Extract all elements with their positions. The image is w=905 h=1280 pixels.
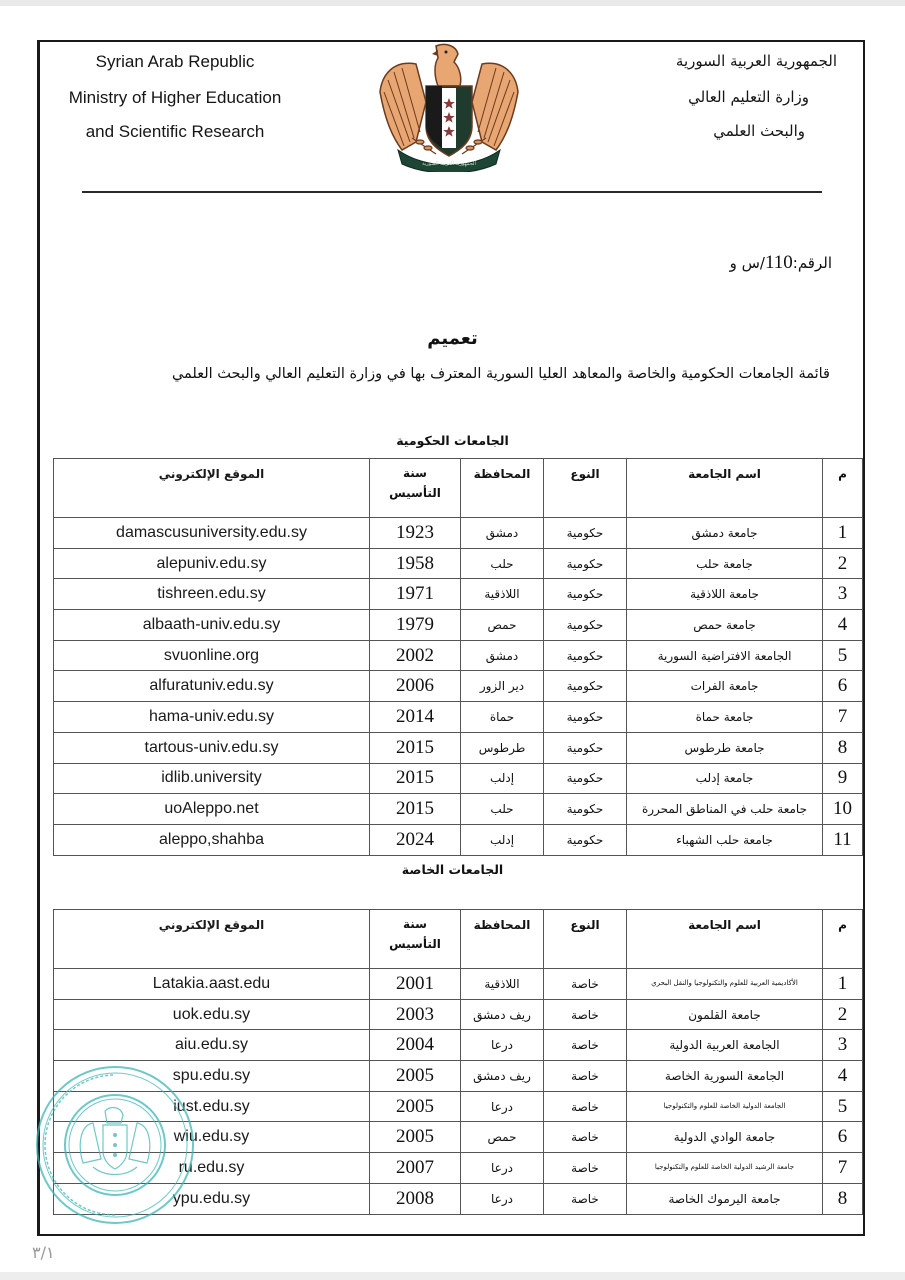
university-type: حكومية — [544, 610, 627, 641]
row-number: 11 — [823, 824, 863, 855]
row-number: 4 — [823, 1061, 863, 1092]
founding-year: 2008 — [370, 1183, 461, 1214]
reference-label: الرقم: — [792, 254, 832, 272]
governorate: حلب — [461, 548, 544, 579]
founding-year: 2003 — [370, 999, 461, 1030]
university-name: جامعة حماة — [627, 702, 823, 733]
row-number: 1 — [823, 969, 863, 1000]
website: ru.edu.sy — [54, 1153, 370, 1184]
website: Latakia.aast.edu — [54, 969, 370, 1000]
founding-year: 2015 — [370, 732, 461, 763]
governorate: حمص — [461, 610, 544, 641]
document-subtitle: قائمة الجامعات الحكومية والخاصة والمعاهد العليا السورية المعترف بها في وزارة التعليم العالي والبحث العلمي — [171, 366, 830, 382]
university-name: الجامعة الدولية الخاصة للعلوم والتكنولوجيا — [627, 1091, 823, 1122]
reference-value: 110 — [764, 252, 793, 273]
website: albaath-univ.edu.sy — [54, 610, 370, 641]
university-name: جامعة اللاذقية — [627, 579, 823, 610]
governorate: دير الزور — [461, 671, 544, 702]
governorate: ريف دمشق — [461, 999, 544, 1030]
table-header-row — [54, 459, 863, 518]
university-type: خاصة — [544, 1061, 627, 1092]
header-divider — [82, 191, 822, 193]
header-arabic-line-1: الجمهورية العربية السورية — [675, 52, 837, 70]
governorate: حلب — [461, 794, 544, 825]
university-name: جامعة حلب في المناطق المحررة — [627, 794, 823, 825]
header-english-line-1: Syrian Arab Republic — [95, 52, 255, 71]
col-header-num: م — [823, 459, 863, 518]
governorate: اللاذقية — [461, 969, 544, 1000]
table-row — [54, 579, 863, 610]
table-row — [54, 824, 863, 855]
university-name: جامعة إدلب — [627, 763, 823, 794]
table-row — [54, 969, 863, 1000]
table-row — [54, 763, 863, 794]
university-type: خاصة — [544, 1183, 627, 1214]
table-row — [54, 732, 863, 763]
founding-year: 2005 — [370, 1091, 461, 1122]
row-number: 5 — [823, 640, 863, 671]
website: alfuratuniv.edu.sy — [54, 671, 370, 702]
col-header-year — [370, 910, 461, 969]
private-universities-table — [53, 909, 863, 1215]
founding-year: 2014 — [370, 702, 461, 733]
website: idlib.university — [54, 763, 370, 794]
table-row — [54, 548, 863, 579]
founding-year: 2015 — [370, 794, 461, 825]
table-row — [54, 1030, 863, 1061]
row-number: 2 — [823, 548, 863, 579]
founding-year: 2002 — [370, 640, 461, 671]
university-name: جامعة الوادي الدولية — [627, 1122, 823, 1153]
scan-bottom-edge — [0, 1272, 905, 1280]
governorate: طرطوس — [461, 732, 544, 763]
governorate: درعا — [461, 1091, 544, 1122]
university-type: حكومية — [544, 794, 627, 825]
governorate: درعا — [461, 1183, 544, 1214]
public-universities-table — [53, 458, 863, 856]
university-name: الجامعة العربية الدولية — [627, 1030, 823, 1061]
col-header-year-line1: سنة — [403, 917, 427, 931]
website: iust.edu.sy — [54, 1091, 370, 1122]
col-header-governorate: المحافظة — [461, 910, 544, 969]
founding-year: 2024 — [370, 824, 461, 855]
col-header-website: الموقع الإلكتروني — [54, 459, 370, 518]
university-name: الجامعة السورية الخاصة — [627, 1061, 823, 1092]
website: hama-univ.edu.sy — [54, 702, 370, 733]
emblem-banner-text: الجمهورية العربية السورية — [422, 161, 476, 167]
col-header-governorate: المحافظة — [461, 459, 544, 518]
col-header-year — [370, 459, 461, 518]
founding-year: 2007 — [370, 1153, 461, 1184]
row-number: 6 — [823, 1122, 863, 1153]
university-type: حكومية — [544, 548, 627, 579]
col-header-type: النوع — [544, 459, 627, 518]
governorate: حمص — [461, 1122, 544, 1153]
university-name: جامعة القلمون — [627, 999, 823, 1030]
row-number: 4 — [823, 610, 863, 641]
university-name: جامعة طرطوس — [627, 732, 823, 763]
row-number: 5 — [823, 1091, 863, 1122]
website: ypu.edu.sy — [54, 1183, 370, 1214]
row-number: 3 — [823, 1030, 863, 1061]
table-row — [54, 794, 863, 825]
university-type: حكومية — [544, 579, 627, 610]
section-heading-private: الجامعات الخاصة — [401, 862, 504, 877]
university-name: الجامعة الافتراضية السورية — [627, 640, 823, 671]
university-type: حكومية — [544, 518, 627, 549]
founding-year: 1923 — [370, 518, 461, 549]
row-number: 3 — [823, 579, 863, 610]
governorate: اللاذقية — [461, 579, 544, 610]
website: wiu.edu.sy — [54, 1122, 370, 1153]
table-row — [54, 1183, 863, 1214]
header-english-line-2: Ministry of Higher Education — [68, 88, 282, 107]
founding-year: 1979 — [370, 610, 461, 641]
row-number: 7 — [823, 702, 863, 733]
website: aiu.edu.sy — [54, 1030, 370, 1061]
website: uoAleppo.net — [54, 794, 370, 825]
row-number: 8 — [823, 1183, 863, 1214]
university-type: خاصة — [544, 1122, 627, 1153]
col-header-name: اسم الجامعة — [627, 459, 823, 518]
table-row — [54, 1122, 863, 1153]
col-header-website: الموقع الإلكتروني — [54, 910, 370, 969]
website: svuonline.org — [54, 640, 370, 671]
university-type: خاصة — [544, 1153, 627, 1184]
header-arabic-line-3: والبحث العلمي — [713, 122, 805, 140]
website: alepuniv.edu.sy — [54, 548, 370, 579]
syrian-eagle-emblem-icon — [376, 42, 522, 172]
scan-top-edge — [0, 0, 905, 6]
table-header-row — [54, 910, 863, 969]
row-number: 6 — [823, 671, 863, 702]
founding-year: 1971 — [370, 579, 461, 610]
col-header-year-line2: التأسيس — [389, 937, 441, 951]
table-row — [54, 518, 863, 549]
governorate: ريف دمشق — [461, 1061, 544, 1092]
university-type: خاصة — [544, 999, 627, 1030]
website: tishreen.edu.sy — [54, 579, 370, 610]
page-number: ٣/١ — [32, 1243, 55, 1262]
row-number: 9 — [823, 763, 863, 794]
founding-year: 2005 — [370, 1061, 461, 1092]
col-header-type: النوع — [544, 910, 627, 969]
table-row — [54, 671, 863, 702]
university-type: خاصة — [544, 969, 627, 1000]
website: aleppo,shahba — [54, 824, 370, 855]
university-type: حكومية — [544, 702, 627, 733]
governorate: حماة — [461, 702, 544, 733]
founding-year: 2015 — [370, 763, 461, 794]
founding-year: 2006 — [370, 671, 461, 702]
table-row — [54, 640, 863, 671]
reference-number — [730, 252, 832, 274]
university-name: جامعة حمص — [627, 610, 823, 641]
governorate: درعا — [461, 1030, 544, 1061]
university-type: حكومية — [544, 763, 627, 794]
row-number: 8 — [823, 732, 863, 763]
governorate: إدلب — [461, 763, 544, 794]
header-arabic-line-2: وزارة التعليم العالي — [688, 88, 809, 106]
section-heading-public: الجامعات الحكومية — [396, 433, 509, 448]
founding-year: 2001 — [370, 969, 461, 1000]
row-number: 2 — [823, 999, 863, 1030]
university-name: جامعة الفرات — [627, 671, 823, 702]
table-row — [54, 999, 863, 1030]
university-type: خاصة — [544, 1091, 627, 1122]
university-type: خاصة — [544, 1030, 627, 1061]
founding-year: 1958 — [370, 548, 461, 579]
university-name: جامعة دمشق — [627, 518, 823, 549]
university-name: جامعة الرشيد الدولية الخاصة للعلوم والتكنولوجيا — [627, 1153, 823, 1184]
row-number: 7 — [823, 1153, 863, 1184]
table-row — [54, 1091, 863, 1122]
row-number: 1 — [823, 518, 863, 549]
website: uok.edu.sy — [54, 999, 370, 1030]
website: damascusuniversity.edu.sy — [54, 518, 370, 549]
document-title: تعميم — [427, 328, 478, 349]
website: tartous-univ.edu.sy — [54, 732, 370, 763]
reference-suffix: /س و — [729, 254, 765, 272]
table-row — [54, 610, 863, 641]
governorate: دمشق — [461, 640, 544, 671]
university-name: جامعة حلب — [627, 548, 823, 579]
governorate: دمشق — [461, 518, 544, 549]
university-name: جامعة اليرموك الخاصة — [627, 1183, 823, 1214]
governorate: درعا — [461, 1153, 544, 1184]
university-type: حكومية — [544, 732, 627, 763]
row-number: 10 — [823, 794, 863, 825]
col-header-year-line1: سنة — [403, 466, 427, 480]
founding-year: 2004 — [370, 1030, 461, 1061]
university-type: حكومية — [544, 671, 627, 702]
website: spu.edu.sy — [54, 1061, 370, 1092]
university-name: الأكاديمية العربية للعلوم والتكنولوجيا والنقل البحري — [627, 969, 823, 1000]
col-header-num: م — [823, 910, 863, 969]
table-row — [54, 1061, 863, 1092]
university-type: حكومية — [544, 640, 627, 671]
university-name: جامعة حلب الشهباء — [627, 824, 823, 855]
table-row — [54, 1153, 863, 1184]
university-type: حكومية — [544, 824, 627, 855]
governorate: إدلب — [461, 824, 544, 855]
col-header-name: اسم الجامعة — [627, 910, 823, 969]
col-header-year-line2: التأسيس — [389, 486, 441, 500]
header-english-line-3: and Scientific Research — [85, 122, 265, 141]
table-row — [54, 702, 863, 733]
founding-year: 2005 — [370, 1122, 461, 1153]
